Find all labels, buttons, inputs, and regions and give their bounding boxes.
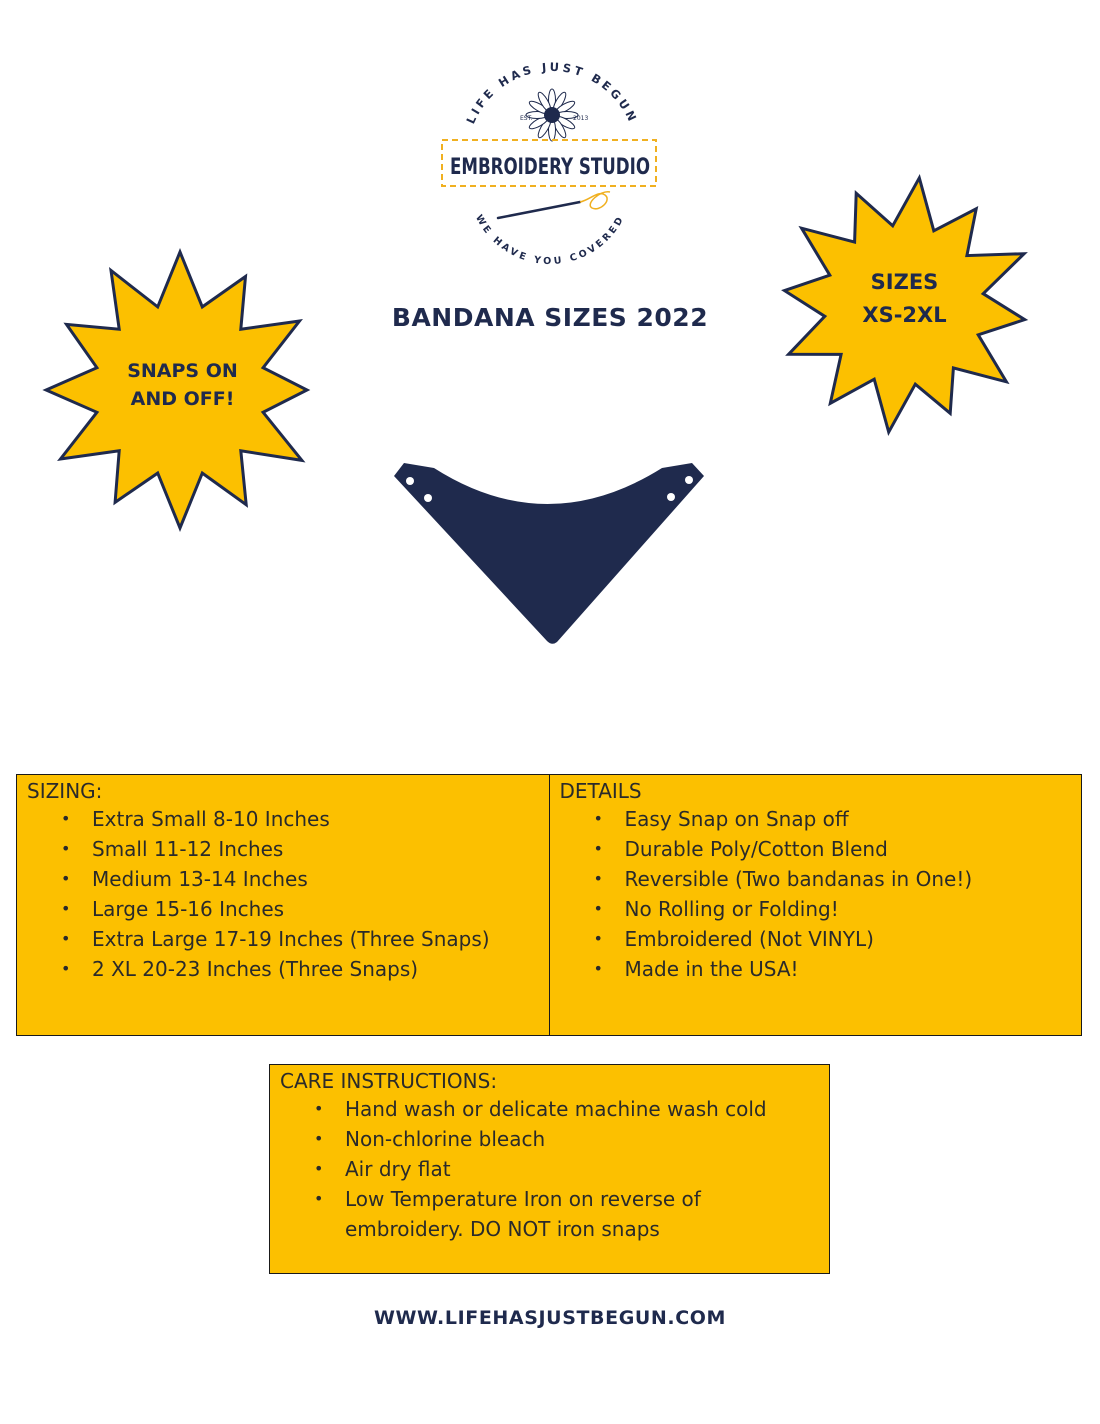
- list-item: • Reversible (Two bandanas in One!): [625, 864, 1072, 894]
- embroidery-studio-logo: [430, 60, 670, 280]
- svg-text:WE HAVE YOU COVERED: [473, 213, 627, 267]
- details-cell: [549, 775, 1082, 1035]
- logo-arc-bottom: WE HAVE YOU COVERED: [472, 213, 627, 268]
- sizing-title: SIZING:: [27, 779, 103, 803]
- details-list: [560, 804, 1072, 984]
- logo-est-year: 2013: [573, 115, 589, 122]
- list-item: • 2 XL 20-23 Inches (Three Snaps): [92, 954, 539, 984]
- sizing-cell: [17, 775, 549, 1035]
- list-item: • Medium 13-14 Inches: [92, 864, 539, 894]
- logo-name: EMBROIDERY STUDIO: [450, 155, 650, 180]
- logo-arc-top: LIFE HAS JUST BEGUN: [463, 60, 641, 127]
- page-title: BANDANA SIZES 2022: [391, 303, 709, 332]
- starburst-right-line2: XS-2XL: [862, 302, 947, 327]
- list-item: • Easy Snap on Snap off: [625, 804, 1072, 834]
- list-item: • Hand wash or delicate machine wash cold: [345, 1094, 819, 1124]
- bandana-illustration: [392, 460, 712, 645]
- starburst-left-line2: AND OFF!: [130, 387, 235, 410]
- sizing-details-table: [16, 774, 1082, 1036]
- list-item: • Low Temperature Iron on reverse of embroidery. DO NOT iron snaps: [345, 1184, 819, 1244]
- list-item: • No Rolling or Folding!: [625, 894, 1072, 924]
- list-item: • Air dry flat: [345, 1154, 819, 1184]
- website-url: WWW.LIFEHASJUSTBEGUN.COM: [373, 1307, 727, 1329]
- starburst-left-text: [90, 358, 275, 413]
- list-item: • Extra Small 8-10 Inches: [92, 804, 539, 834]
- care-list: [280, 1094, 819, 1244]
- list-item: • Large 15-16 Inches: [92, 894, 539, 924]
- flower-icon: [526, 89, 578, 141]
- details-title: DETAILS: [559, 779, 642, 803]
- list-item: • Made in the USA!: [625, 954, 1072, 984]
- list-item: • Extra Large 17-19 Inches (Three Snaps): [92, 924, 539, 954]
- care-title: CARE INSTRUCTIONS:: [280, 1069, 498, 1093]
- starburst-right-line1: SIZES: [870, 270, 939, 294]
- needle-thread-icon: [498, 192, 610, 218]
- starburst-left-line1: SNAPS ON: [127, 360, 238, 382]
- list-item: • Embroidered (Not VINYL): [625, 924, 1072, 954]
- sizing-list: [27, 804, 539, 984]
- list-item: • Non-chlorine bleach: [345, 1124, 819, 1154]
- logo-est-label: EST.: [520, 115, 533, 122]
- care-instructions-box: [269, 1064, 830, 1274]
- list-item: • Small 11-12 Inches: [92, 834, 539, 864]
- list-item: • Durable Poly/Cotton Blend: [625, 834, 1072, 864]
